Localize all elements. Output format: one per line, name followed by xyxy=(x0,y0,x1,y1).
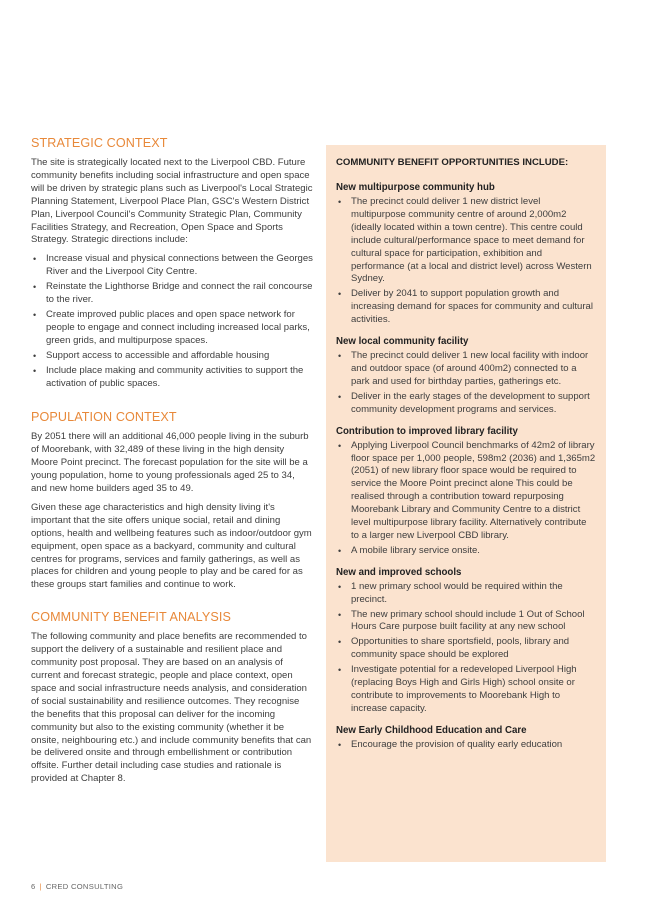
list-item: • 1 new primary school would be required within the precinct. xyxy=(338,580,563,605)
population-paragraph-1: By 2051 there will an additional 46,000 people living in the suburb of Moorebank, with 32,489 of these living in the high density Moore Point precinct. The forecast population for the site will be a young population, home to young professionals aged 25 to 34, and new home builders aged 35 to 49. xyxy=(31,431,309,495)
group-list-library xyxy=(336,440,596,558)
page-footer xyxy=(31,882,123,891)
group-heading-community-hub: New multipurpose community hub xyxy=(336,182,495,193)
list-item: • Deliver by 2041 to support population growth and increasing demand for spaces for community and cultural activities. xyxy=(338,288,593,326)
opportunities-title: COMMUNITY BENEFIT OPPORTUNITIES INCLUDE: xyxy=(336,157,569,168)
list-item: • Investigate potential for a redeveloped Liverpool High (replacing Boys High and Girls High) school onsite or contribute to improvements to Moorebank High to increase capacity. xyxy=(338,664,577,714)
list-item: • The precinct could deliver 1 new district level multipurpose community centre of around 2,000m2 (ideally located within a town centre). This centre could include cultural/performance space to meet demand for cultural space for participation, exhibition and performance (at a local and district level) across Western Sydney. xyxy=(338,196,592,285)
list-item: • The precinct could deliver 1 new local facility with indoor and outdoor space (of around 400m2) connected to a park and used for birthday parties, gatherings etc. xyxy=(338,350,589,387)
left-column xyxy=(31,136,313,792)
footer-separator: | xyxy=(39,882,42,891)
community-benefit-analysis-paragraph: The following community and place benefits are recommended to support the delivery of a sustainable and resilient place and community post proposal. They are based on an analysis of current and forecast strategic, people and place context, open space and social infrastructure needs analysis, and consideration of social sustainability and resilience outcomes. They recognise the benefits that this proposal can deliver for the incoming community but also to the existing community (whether it be onsite, neighbouring etc.) and include community benefits that can be delivered onsite and through embellishment or contribution offsite. Further detail including case studies and rationale is provided at Chapter 8. xyxy=(31,631,312,785)
strategic-context-heading: STRATEGIC CONTEXT xyxy=(31,136,168,150)
group-heading-library: Contribution to improved library facility xyxy=(336,425,518,437)
list-item: • The new primary school should include 1 Out of School Hours Care purpose built facility at any new school xyxy=(338,608,585,633)
list-item: • Deliver in the early stages of the development to support community development programs and services. xyxy=(338,390,590,415)
list-item: • A mobile library service onsite. xyxy=(338,544,480,556)
group-list-schools xyxy=(336,581,596,716)
group-list-local-facility xyxy=(336,350,596,417)
list-item: • Increase visual and physical connections between the Georges River and the Liverpool City Centre. xyxy=(33,253,313,278)
population-context-heading: POPULATION CONTEXT xyxy=(31,410,177,425)
list-item: • Applying Liverpool Council benchmarks of 42m2 of library floor space per 1,000 people, 598m2 (2036) and 1,365m2 (2051) of new library floor space would be required to service the Moore Point precinct alone This could be realised through a contribution toward repurposing Moorebank Library and Community Centre to a district level multipurpose library facility. Alternatively contribute to a larger new Liverpool CBD library. xyxy=(338,439,596,541)
list-item: • Support access to accessible and affordable housing xyxy=(33,349,270,361)
group-list-early-childhood xyxy=(336,739,596,752)
list-item: • Include place making and community activities to support the activation of public spaces. xyxy=(33,364,304,389)
page-number: 6 xyxy=(31,882,36,891)
list-item: • Create improved public places and open space network for people to engage and connect including increased local parks, green grids, and multipurpose spaces. xyxy=(33,308,310,346)
community-benefit-analysis-heading: COMMUNITY BENEFIT ANALYSIS xyxy=(31,610,231,625)
strategic-directions-list xyxy=(31,253,313,390)
strategic-context-intro: The site is strategically located next to the Liverpool CBD. Future community benefits including social infrastructure and open space will be driven by strategic plans such as Liverpool's Local Strategic Planning Statement, Liverpool Place Plan, GSC's Western District Plan, Liverpool Council's Community Strategic Plan, Community Facilities Strategy, and Recreation, Open Space and Sports Strategy. Strategic directions include: xyxy=(31,157,313,246)
footer-org: CRED CONSULTING xyxy=(45,882,124,891)
list-item: • Opportunities to share sportsfield, pools, library and community space should be explored xyxy=(338,636,570,661)
list-item: • Reinstate the Lighthorse Bridge and connect the rail concourse to the river. xyxy=(33,281,313,306)
group-heading-schools: New and improved schools xyxy=(336,566,462,578)
group-heading-local-facility: New local community facility xyxy=(336,336,469,348)
group-list-community-hub xyxy=(336,196,596,327)
population-paragraph-2: Given these age characteristics and high density living it's important that the site offers unique social, retail and dining options, health and wellbeing features such as indoor/outdoor gym equipment, open space as a backyard, community and cultural centres for programs, services and family gatherings, as well as places for children and young people to play and be cared for as these groups start families and continue to work. xyxy=(31,501,312,591)
list-item: • Encourage the provision of quality early education xyxy=(338,738,563,750)
group-heading-early-childhood: New Early Childhood Education and Care xyxy=(336,724,527,736)
opportunities-box xyxy=(326,145,606,862)
